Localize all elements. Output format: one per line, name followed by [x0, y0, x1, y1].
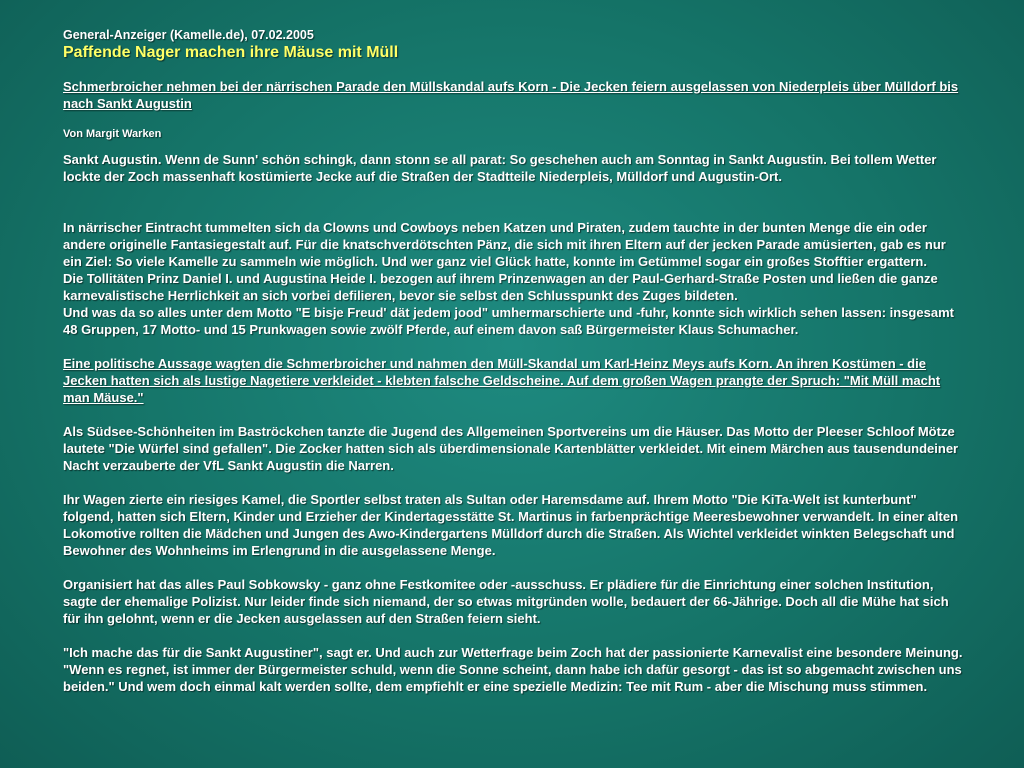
article-lead-link[interactable]: Schmerbroicher nehmen bei der närrischen Parade den Müllskandal aufs Korn - Die Jecken feiern ausgelassen von Niederpleis über Mülldorf bis nach Sankt Augustin [63, 79, 959, 111]
paragraph-crowd: In närrischer Eintracht tummelten sich da Clowns und Cowboys neben Katzen und Piraten, zudem tauchte in der bunten Menge die ein oder andere originelle Fantasiegestalt auf. Für die knatschverdötschten Pänz, die sich mit ihren Eltern auf der jecken Parade amüsierten, gab es nur ein Ziel: So viele Kamelle zu sammeln wie möglich. Und wer ganz viel Glück hatte, konnte im Getümmel sogar ein großes Stofftier ergattern. [63, 220, 946, 269]
paragraph-political-link[interactable]: Eine politische Aussage wagten die Schmerbroicher und nahmen den Müll-Skandal um Karl-Heinz Meys aufs Korn. An ihren Kostümen - die Jecken hatten sich als lustige Nagetiere verkleidet - klebten falsche Geldscheine. Auf dem großen Wagen prangte der Spruch: "Mit Müll macht man Mäuse." [63, 356, 941, 405]
paragraph-organizer: Organisiert hat das alles Paul Sobkowsky - ganz ohne Festkomitee oder -ausschuss. Er plädiere für die Einrichtung einer solchen Institution, sagte der ehemalige Polizist. Nur leider finde sich niemand, der so etwas mitgründen wolle, bedauert der 66-Jährige. Doch all die Mühe hat sich für ihn gelohnt, wenn er die Jecken ausgelassen auf den Straßen feiern sieht. [63, 577, 949, 626]
article-author: Von Margit Warken [63, 128, 162, 140]
paragraph-groups: Als Südsee-Schönheiten im Baströckchen tanzte die Jugend des Allgemeinen Sportvereins um die Häuser. Das Motto der Pleeser Schloof Mötze lautete "Die Würfel sind gefallen". Die Zocker hatten sich als überdimensionale Kartenblätter verkleidet. Mit einem Märchen aus tausendundeiner Nacht verzauberte der VfL Sankt Augustin die Narren. [63, 424, 959, 473]
paragraph-royals: Die Tollitäten Prinz Daniel I. und Augustina Heide I. bezogen auf ihrem Prinzenwagen an der Paul-Gerhard-Straße Posten und ließen die ganze karnevalistische Herrlichkeit an sich vorbei defilieren, bevor sie selbst den Schlusspunkt des Zuges bildeten. [63, 271, 938, 303]
paragraph-wagons: Ihr Wagen zierte ein riesiges Kamel, die Sportler selbst traten als Sultan oder Haremsdame auf. Ihrem Motto "Die KiTa-Welt ist kunterbunt" folgend, hatten sich Eltern, Kinder und Erzieher der Kindertagesstätte St. Martinus in farbenprächtige Meeresbewohner verwandelt. In einer alten Lokomotive rollten die Mädchen und Jungen des Awo-Kindergartens Mülldorf durch die Straßen. Als Wichtel verkleidet winkten Belegschaft und Bewohner des Wohnheims im Erlengrund in die ausgelassene Menge. [63, 492, 959, 558]
paragraph-motto: Und was da so alles unter dem Motto "E bisje Freud' dät jedem jood" umhermarschierte und -fuhr, konnte sich wirklich sehen lassen: insgesamt 48 Gruppen, 17 Motto- und 15 Prunkwagen sowie zwölf Pferde, auf einem davon saß Bürgermeister Klaus Schumacher. [63, 305, 954, 337]
paragraph-intro: Sankt Augustin. Wenn de Sunn' schön schingk, dann stonn se all parat: So geschehen auch am Sonntag in Sankt Augustin. Bei tollem Wetter lockte der Zoch massenhaft kostümierte Jecke auf die Straßen der Stadtteile Niederpleis, Mülldorf und Augustin-Ort. [63, 152, 937, 184]
article-source: General-Anzeiger (Kamelle.de), 07.02.2005 [63, 28, 314, 42]
paragraph-quote: "Ich mache das für die Sankt Augustiner", sagt er. Und auch zur Wetterfrage beim Zoch hat der passionierte Karnevalist eine besondere Meinung. "Wenn es regnet, ist immer der Bürgermeister schuld, wenn die Sonne scheint, dann habe ich dafür gesorgt - das ist so abgemacht zwischen uns beiden." Und wem doch einmal kalt werden sollte, dem empfiehlt er eine spezielle Medizin: Tee mit Rum - aber die Mischung muss stimmen. [63, 645, 963, 694]
article-headline: Paffende Nager machen ihre Mäuse mit Müll [63, 44, 399, 61]
article [63, 28, 963, 695]
